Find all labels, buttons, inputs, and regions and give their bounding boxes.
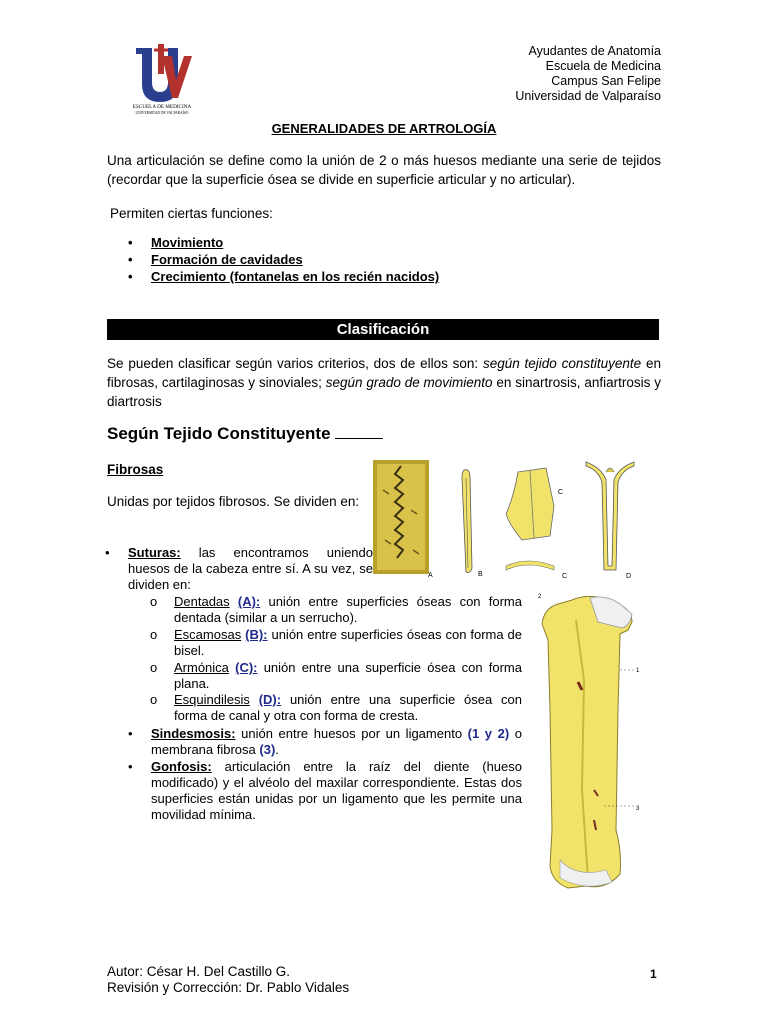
suture-image-d xyxy=(582,458,642,582)
figure-label-1: 1 xyxy=(636,668,640,674)
figure-label-c2: C xyxy=(562,573,568,580)
institution-line: Escuela de Medicina xyxy=(545,59,661,73)
functions-intro: Permiten ciertas funciones: xyxy=(110,206,273,221)
figure-label-b: B xyxy=(478,571,483,578)
suture-image-c xyxy=(500,466,580,582)
intro-paragraph: Una articulación se define como la unión de 2 o más huesos mediante una serie de tejidos (recordar que la superficie ósea se divide en superficie articular y no articular). xyxy=(107,153,661,187)
gonfosis-item: • Gonfosis: articulación entre la raíz del diente (hueso modificado) y el alvéolo del maxilar correspondiente. Estas dos superficies están unidas por un ligamento que les permite una movilidad mínima. xyxy=(128,759,522,822)
sindesmosis-item: • Sindesmosis: unión entre huesos por un ligamento (1 y 2) o membrana fibrosa (3). xyxy=(128,726,522,757)
document-title: GENERALIDADES DE ARTROLOGÍA xyxy=(271,121,497,136)
list-item: • Movimiento xyxy=(128,235,224,250)
logo-text-line1: ESCUELA DE MEDICINA xyxy=(132,104,192,110)
syndesmosis-bone-image xyxy=(536,590,646,894)
section-bar: Clasificación xyxy=(107,319,659,340)
university-logo xyxy=(120,40,204,120)
institution-line: Ayudantes de Anatomía xyxy=(528,44,661,58)
institution-block xyxy=(515,44,661,104)
footer-review: Revisión y Corrección: Dr. Pablo Vidales xyxy=(107,980,350,995)
institution-line: Universidad de Valparaíso xyxy=(515,89,661,103)
sutura-subitem: o Dentadas (A): unión entre superficies óseas con forma dentada (similar a un serrucho). xyxy=(150,594,522,625)
sutura-subitem: o Escamosas (B): unión entre superficies óseas con forma de bisel. xyxy=(150,627,522,658)
figure-label-d: D xyxy=(626,573,632,580)
list-item: • Formación de cavidades xyxy=(128,252,303,267)
list-item: • Crecimiento (fontanelas en los recién nacidos) xyxy=(128,269,440,284)
sutura-subitem: o Armónica (C): unión entre una superficie ósea con forma plana. xyxy=(150,660,522,691)
logo-text-line2: UNIVERSIDAD DE VALPARAÍSO xyxy=(135,111,189,115)
figure-label-3: 3 xyxy=(636,806,640,812)
functions-list xyxy=(128,234,439,285)
institution-line: Campus San Felipe xyxy=(551,74,661,88)
subheading-fibrosas: Fibrosas xyxy=(107,462,164,477)
suture-image-a xyxy=(371,460,435,580)
classification-paragraph: Se pueden clasificar según varios criterios, dos de ellos son: según tejido constituyente en fibrosas, cartilaginosas y sinoviales; según grado de movimiento en sinartrosis, anfiartrosis y diartrosis xyxy=(107,356,661,409)
fibrosas-intro: Unidas por tejidos fibrosos. Se dividen en: xyxy=(107,494,360,509)
footer xyxy=(107,964,349,996)
page-number: 1 xyxy=(650,967,657,981)
section-heading: Según Tejido Constituyente xyxy=(107,424,383,444)
figure-label-a: A xyxy=(428,572,433,579)
figure-label-2: 2 xyxy=(538,594,542,600)
figure-label-c: C xyxy=(558,489,564,496)
sutura-subitem: o Esquindilesis (D): unión entre una superficie ósea con forma de canal y otra con forma de cresta. xyxy=(150,692,522,723)
footer-author: Autor: César H. Del Castillo G. xyxy=(107,964,291,979)
suturas-item: • Suturas: las encontramos uniendo huesos de la cabeza entre sí. A su vez, se dividen en: xyxy=(105,545,373,592)
suture-image-b xyxy=(456,468,492,580)
